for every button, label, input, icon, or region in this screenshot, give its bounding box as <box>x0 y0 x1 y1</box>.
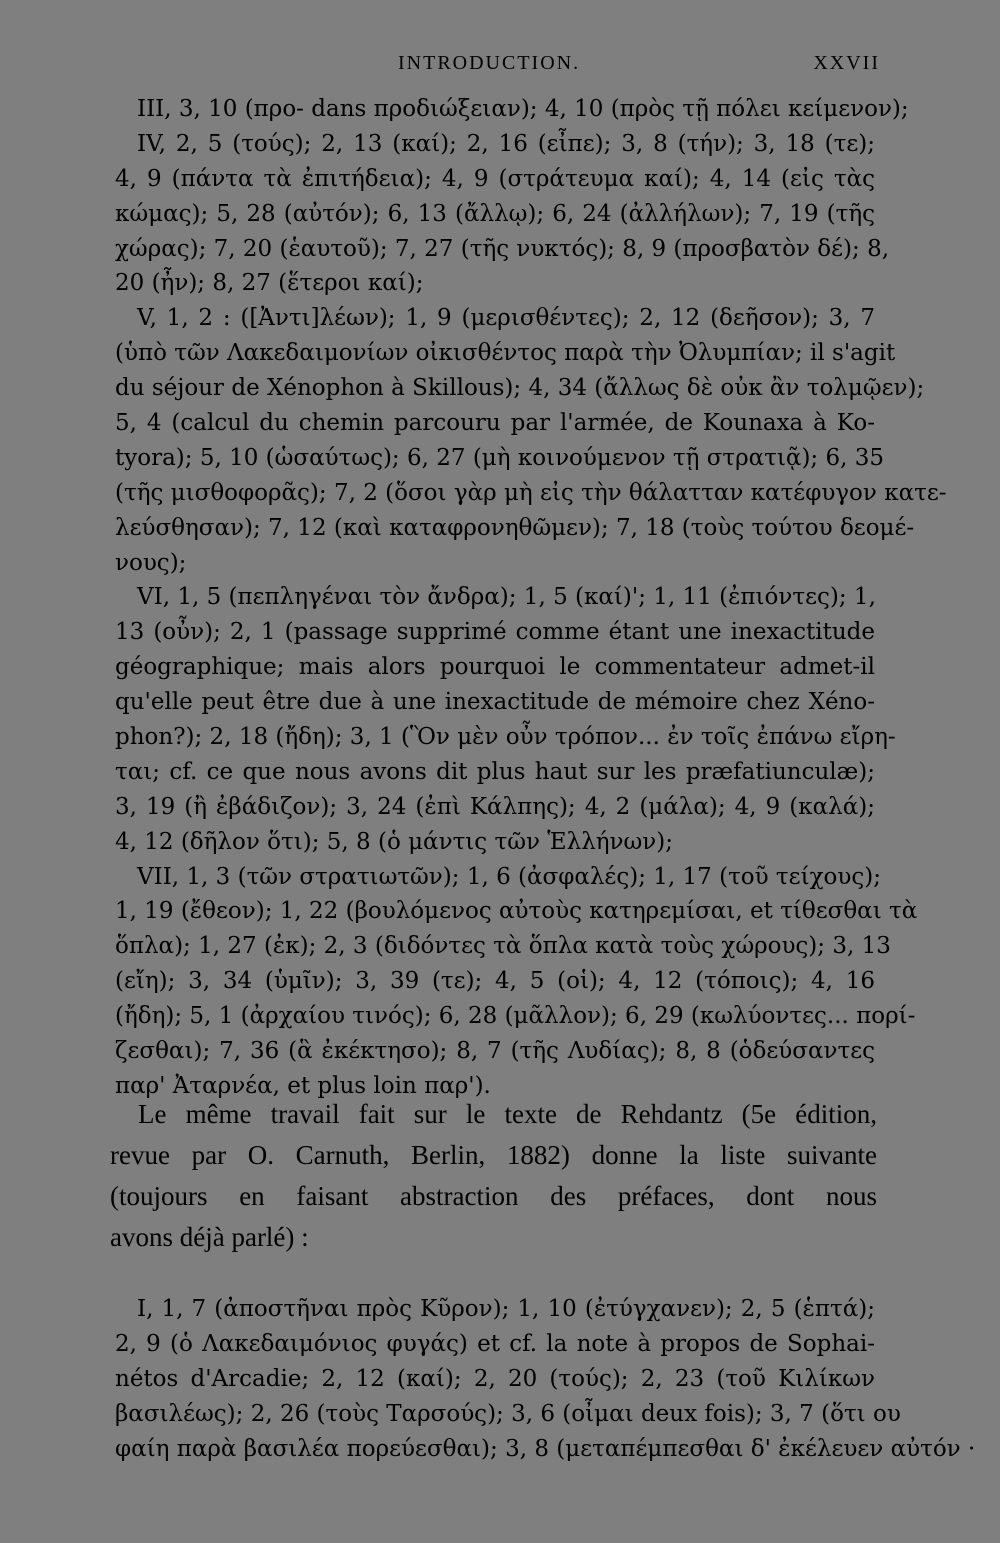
body-paragraph <box>110 1094 877 1258</box>
text-line: (εἴη); 3, 34 (ὑμῖν); 3, 39 (τε); 4, 5 (οἱ); 4, 12 (τόποις); 4, 16 <box>115 968 875 995</box>
text-line: 13 (οὖν); 2, 1 (passage supprimé comme étant une inexactitude <box>115 619 875 646</box>
paragraph-line: Le même travail fait sur le texte de Rehdantz (5e édition, <box>138 1099 877 1129</box>
text-line: (ὑπὸ τῶν Λακεδαιμονίων οἰκισθέντος παρὰ τὴν Ὀλυμπίαν; il s'agit <box>115 340 896 367</box>
text-line: 1, 19 (ἔθεον); 1, 22 (βουλόμενος αὐτοὺς κατηρεμίσαι, et τίθεσθαι τὰ <box>115 898 918 925</box>
paragraph-line: (toujours en faisant abstraction des préfaces, dont nous <box>110 1181 877 1211</box>
text-line: III, 3, 10 (προ- dans προδιώξειαν); 4, 10 (πρὸς τῇ πόλει κείμενον); <box>137 96 909 122</box>
text-line: 4, 9 (πάντα τὰ ἐπιτήδεια); 4, 9 (στράτευμα καί); 4, 14 (εἰς τὰς <box>115 165 875 192</box>
text-line: κώμας); 5, 28 (αὐτόν); 6, 13 (ἄλλῳ); 6, 24 (ἀλλήλων); 7, 19 (τῆς <box>115 200 875 227</box>
list-block-2 <box>115 1292 976 1466</box>
text-line: VII, 1, 3 (τῶν στρατιωτῶν); 1, 6 (ἀσφαλές); 1, 17 (τοῦ τείχους); <box>137 863 881 890</box>
text-line: nétos d'Arcadie; 2, 12 (καί); 2, 20 (τούς); 2, 23 (τοῦ Κιλίκων <box>115 1365 875 1392</box>
page-number: XXVII <box>813 52 880 74</box>
text-line: V, 1, 2 : ([Ἀντι]λέων); 1, 9 (μερισθέντες); 2, 12 (δεῆσον); 3, 7 <box>137 305 875 332</box>
text-line: 2, 9 (ὁ Λακεδαιμόνιος φυγάς) et cf. la note à propos de Sophai- <box>115 1330 875 1357</box>
running-title: INTRODUCTION. <box>398 52 581 74</box>
text-line: βασιλέως); 2, 26 (τοὺς Ταρσούς); 3, 6 (οἶμαι deux fois); 3, 7 (ὅτι ου <box>115 1400 901 1427</box>
text-line: 20 (ἦν); 8, 27 (ἕτεροι καί); <box>115 270 424 297</box>
text-line: phon?); 2, 18 (ἤδη); 3, 1 (Ὃν μὲν οὖν τρόπον... ἐν τοῖς ἐπάνω εἴρη- <box>115 724 896 751</box>
text-line: χώρας); 7, 20 (ἑαυτοῦ); 7, 27 (τῆς νυκτός); 8, 9 (προσβατὸν δέ); 8, <box>115 235 890 262</box>
text-line: φαίη παρὰ βασιλέα πορεύεσθαι); 3, 8 (μεταπέμπεσθαι δ' ἐκέλευεν αὐτόν · <box>115 1435 976 1462</box>
text-line: ὅπλα); 1, 27 (ἐκ); 2, 3 (διδόντες τὰ ὅπλα κατὰ τοὺς χώρους); 3, 13 <box>115 933 891 960</box>
paragraph-line: avons déjà parlé) : <box>110 1222 309 1252</box>
text-line: qu'elle peut être due à une inexactitude de mémoire chez Xéno- <box>115 689 875 716</box>
text-line: I, 1, 7 (ἀποστῆναι πρὸς Κῦρον); 1, 10 (ἐτύγχανεν); 2, 5 (ἑπτά); <box>137 1296 875 1322</box>
text-line: VI, 1, 5 (πεπληγέναι τὸν ἄνδρα); 1, 5 (καί)'; 1, 11 (ἐπιόντες); 1, <box>137 584 876 611</box>
list-block-1 <box>115 92 947 1104</box>
text-line: du séjour de Xénophon à Skillous); 4, 34 (ἄλλως δὲ οὐκ ἂν τολμῷεν); <box>115 375 925 402</box>
text-line: 3, 19 (ἢ ἐβάδιζον); 3, 24 (ἐπὶ Κάλπης); 4, 2 (μάλα); 4, 9 (καλά); <box>115 793 875 820</box>
text-line: 5, 4 (calcul du chemin parcouru par l'armée, de Kounaxa à Ko- <box>115 410 875 437</box>
text-line: 4, 12 (δῆλον ὅτι); 5, 8 (ὁ μάντις τῶν Ἑλλήνων); <box>115 828 673 855</box>
text-line: ται; cf. ce que nous avons dit plus haut sur les præfatiunculæ); <box>115 758 875 785</box>
text-line: (ἤδη); 5, 1 (ἀρχαίου τινός); 6, 28 (μᾶλλον); 6, 29 (κωλύοντες... πορί- <box>115 1003 916 1030</box>
text-line: (τῆς μισθοφορᾶς); 7, 2 (ὅσοι γὰρ μὴ εἰς τὴν θάλατταν κατέφυγον κατε- <box>115 479 947 506</box>
text-line: géographique; mais alors pourquoi le commentateur admet-il <box>115 654 875 681</box>
page-header <box>0 52 1000 82</box>
paragraph-line: revue par O. Carnuth, Berlin, 1882) donne la liste suivante <box>110 1140 877 1170</box>
text-line: λεύσθησαν); 7, 12 (καὶ καταφρονηθῶμεν); 7, 18 (τοὺς τούτου δεομέ- <box>115 514 915 541</box>
text-line: νους); <box>115 549 187 576</box>
text-line: IV, 2, 5 (τούς); 2, 13 (καί); 2, 16 (εἶπε); 3, 8 (τήν); 3, 18 (τε); <box>137 130 875 157</box>
text-line: παρ' Ἀταρνέα, et plus loin παρ'). <box>115 1072 491 1099</box>
text-line: ζεσθαι); 7, 36 (ἃ ἐκέκτησο); 8, 7 (τῆς Λυδίας); 8, 8 (ὁδεύσαντες <box>115 1038 875 1065</box>
text-line: tyora); 5, 10 (ὡσαύτως); 6, 27 (μὴ κοινούμενον τῇ στρατιᾷ); 6, 35 <box>115 444 884 471</box>
